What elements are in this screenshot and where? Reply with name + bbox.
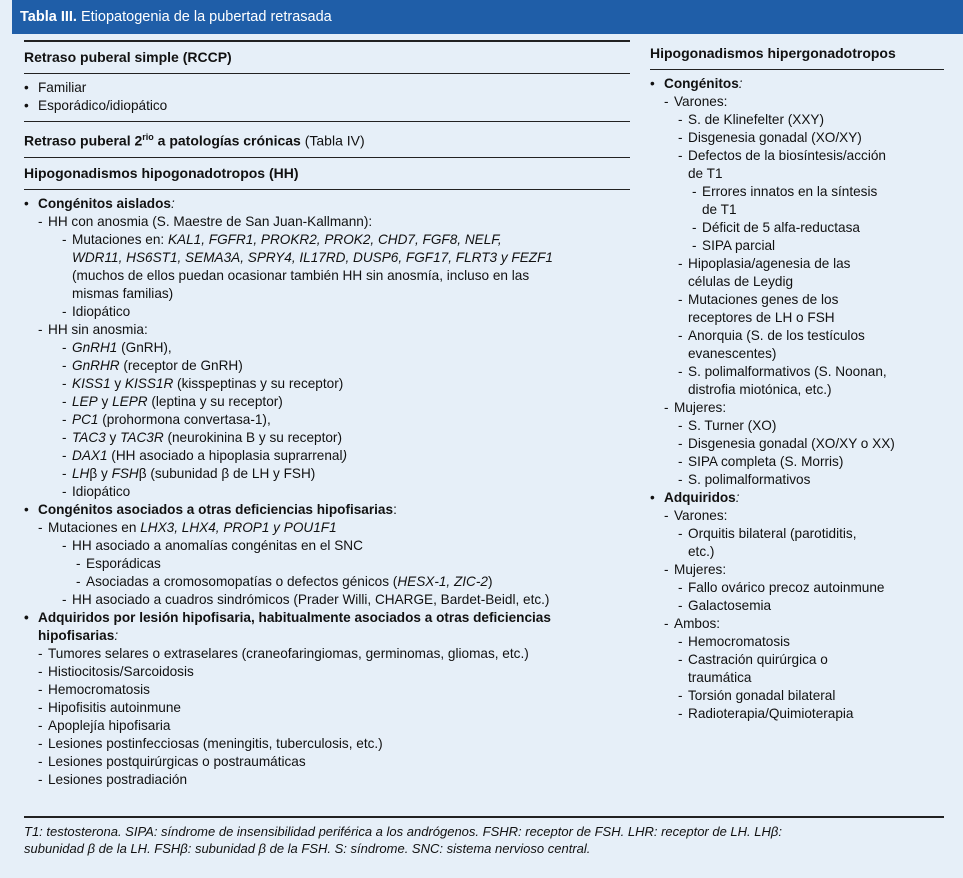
list-item: - Varones: <box>650 93 944 111</box>
table-title: Etiopatogenia de la pubertad retrasada <box>80 9 332 25</box>
list-item: - Disgenesia gonadal (XO/XY o XX) <box>650 435 944 453</box>
section-heading-rccp: Retraso puberal simple (RCCP) <box>24 49 232 65</box>
list-item: - Defectos de la biosíntesis/acción <box>650 147 944 165</box>
list-item: - Orquitis bilateral (parotiditis, <box>650 525 944 543</box>
list-item: - Tumores selares o extraselares (craneofaringiomas, germinomas, gliomas, etc.) <box>24 645 630 663</box>
footnote-line: subunidad β de la LH. FSHβ: subunidad β de la FSH. S: síndrome. SNC: sistema nervioso central. <box>24 841 591 856</box>
list-item: • Esporádico/idiopático <box>24 97 630 115</box>
list-item: - Idiopático <box>24 303 630 321</box>
table-label: Tabla III. <box>20 9 77 25</box>
list-item: - Disgenesia gonadal (XO/XY) <box>650 129 944 147</box>
list-item: - Fallo ovárico precoz autoinmune <box>650 579 944 597</box>
list-item: - Lesiones postinfecciosas (meningitis, tuberculosis, etc.) <box>24 735 630 753</box>
list-item-cont: (muchos de ellos puedan ocasionar también HH sin anosmía, incluso en las <box>72 267 530 283</box>
hiper-list <box>650 70 944 729</box>
list-item-cont: WDR11, HS6ST1, SEMA3A, SPRY4, IL17RD, DUSP6, FGF17, FLRT3 y FEZF1 <box>72 249 553 265</box>
list-item: - Hemocromatosis <box>650 633 944 651</box>
list-item: - Apoplejía hipofisaria <box>24 717 630 735</box>
list-item: - Torsión gonadal bilateral <box>650 687 944 705</box>
left-column <box>24 40 630 795</box>
list-item: - S. Turner (XO) <box>650 417 944 435</box>
list-item: - GnRH1 (GnRH), <box>24 339 630 357</box>
list-item-cont: células de Leydig <box>688 274 794 289</box>
list-item: - Varones: <box>650 507 944 525</box>
list-item: • Congénitos: <box>650 75 944 93</box>
list-item: Errores innatos en la síntesis <box>702 184 878 199</box>
section-heading-hiper: Hipogonadismos hipergonadotropos <box>650 45 896 61</box>
list-item: - Lesiones postquirúrgicas o postraumáticas <box>24 753 630 771</box>
list-item-cont: hipofisarias: <box>38 627 119 643</box>
list-item: - S. de Klinefelter (XXY) <box>650 111 944 129</box>
list-item: - Hipoplasia/agenesia de las <box>650 255 944 273</box>
list-item: SIPA parcial <box>702 238 776 253</box>
section-heading-hh: Hipogonadismos hipogonadotropos (HH) <box>24 164 299 181</box>
list-item: - Mujeres: <box>650 399 944 417</box>
list-item: - Castración quirúrgica o <box>650 651 944 669</box>
list-item: - Mutaciones en: KAL1, FGFR1, PROKR2, PROK2, CHD7, FGF8, NELF, <box>24 231 630 249</box>
list-item: - Radioterapia/Quimioterapia <box>650 705 944 723</box>
list-item: - Galactosemia <box>650 597 944 615</box>
list-item: • Congénitos aislados: <box>24 195 630 213</box>
footnote-line: T1: testosterona. SIPA: síndrome de insensibilidad periférica a los andrógenos. FSHR: receptor de FSH. LHR: receptor de LH. LHβ: <box>24 824 782 839</box>
list-item: - Hipofisitis autoinmune <box>24 699 630 717</box>
list-item-cont: distrofia miotónica, etc.) <box>688 382 832 397</box>
rccp-list <box>24 74 630 121</box>
list-item: - PC1 (prohormona convertasa-1), <box>24 411 630 429</box>
list-item-cont: mismas familias) <box>72 285 174 301</box>
list-item-cont: de T1 <box>702 202 737 217</box>
list-item: - Histiocitosis/Sarcoidosis <box>24 663 630 681</box>
list-item: - DAX1 (HH asociado a hipoplasia suprarrenal) <box>24 447 630 465</box>
list-item: • Familiar <box>24 79 630 97</box>
list-item: - Mutaciones en LHX3, LHX4, PROP1 y POU1F1 <box>24 519 630 537</box>
list-item: Asociadas a cromosomopatías o defectos génicos (HESX-1, ZIC-2) <box>86 573 493 589</box>
list-item: - Idiopático <box>24 483 630 501</box>
list-item: • Congénitos asociados a otras deficiencias hipofisarias: <box>24 501 630 519</box>
right-column <box>650 40 944 729</box>
list-item: - HH asociado a cuadros sindrómicos (Prader Willi, CHARGE, Bardet-Beidl, etc.) <box>24 591 630 609</box>
list-item-cont: de T1 <box>688 166 723 181</box>
section-heading-chronic: Retraso puberal $2^{rio}$ a patologías crónicas (Tabla IV) <box>24 132 365 149</box>
list-item: - HH asociado a anomalías congénitas en el SNC <box>24 537 630 555</box>
list-item: - KISS1 y KISS1R (kisspeptinas y su receptor) <box>24 375 630 393</box>
list-item: - S. polimalformativos (S. Noonan, <box>650 363 944 381</box>
list-item: - Anorquia (S. de los testículos <box>650 327 944 345</box>
list-item-cont: etc.) <box>688 544 715 559</box>
list-item: - Ambos: <box>650 615 944 633</box>
list-item: Déficit de 5 alfa-reductasa <box>702 220 860 235</box>
list-item: • Adquiridos: <box>650 489 944 507</box>
list-item: Esporádicas <box>86 555 161 571</box>
table-title-bar <box>12 0 963 34</box>
list-item: - Lesiones postradiación <box>24 771 630 789</box>
list-item: - SIPA completa (S. Morris) <box>650 453 944 471</box>
list-item-cont: evanescentes) <box>688 346 777 361</box>
list-item: - GnRHR (receptor de GnRH) <box>24 357 630 375</box>
list-item: - S. polimalformativos <box>650 471 944 489</box>
list-item: - LEP y LEPR (leptina y su receptor) <box>24 393 630 411</box>
list-item: - TAC3 y TAC3R (neurokinina B y su receptor) <box>24 429 630 447</box>
list-item: - Hemocromatosis <box>24 681 630 699</box>
list-item: • Adquiridos por lesión hipofisaria, habitualmente asociados a otras deficiencias <box>24 609 630 627</box>
list-item: - HH sin anosmia: <box>24 321 630 339</box>
list-item-cont: traumática <box>688 670 752 685</box>
list-item: - Mujeres: <box>650 561 944 579</box>
list-item: - Mutaciones genes de los <box>650 291 944 309</box>
hh-list <box>24 190 630 795</box>
list-item: - HH con anosmia (S. Maestre de San Juan-Kallmann): <box>24 213 630 231</box>
footnote <box>24 823 944 857</box>
footnote-divider <box>24 816 944 818</box>
list-item-cont: receptores de LH o FSH <box>688 310 835 325</box>
list-item: - LHβ y FSHβ (subunidad β de LH y FSH) <box>24 465 630 483</box>
